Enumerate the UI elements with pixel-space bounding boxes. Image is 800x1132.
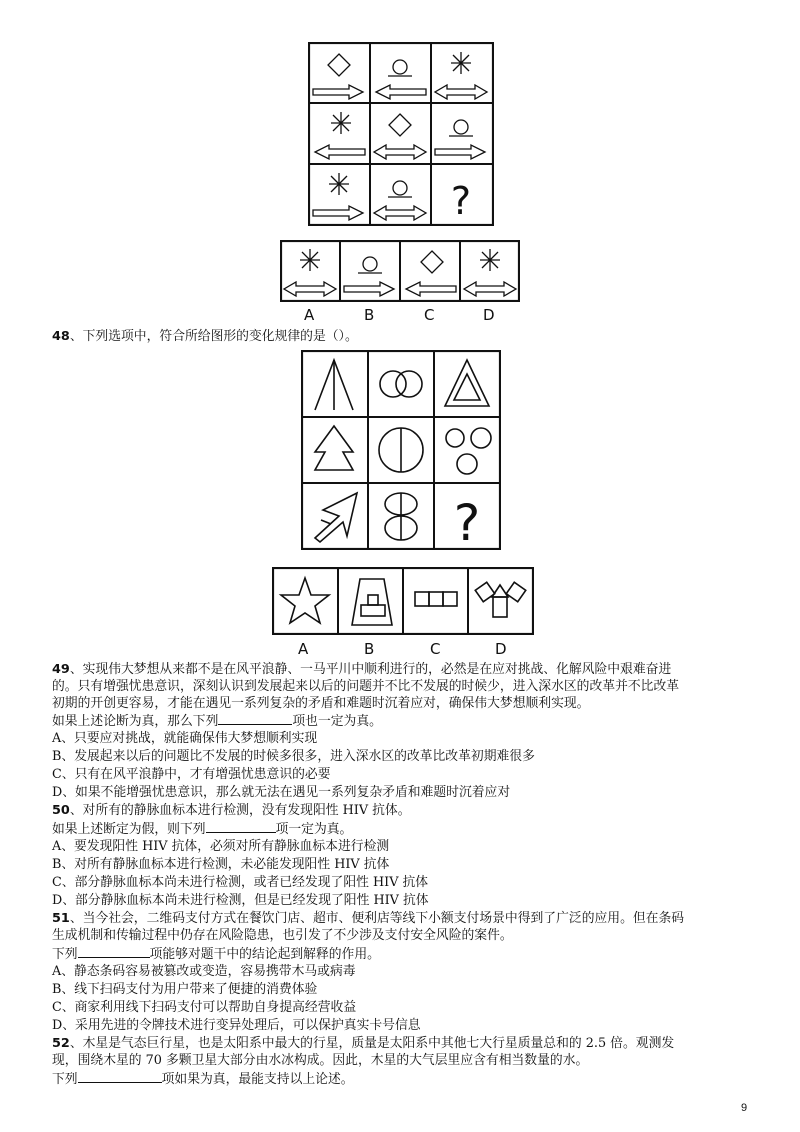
question-51-line2: 生成机制和传输过程中仍存在风险隐患，也引发了不少涉及支付安全风险的案件。 [52, 928, 513, 943]
question-51-option-d: D、采用先进的令牌技术进行变异处理后，可以保护真实卡号信息 [52, 1018, 421, 1033]
question-50-prompt [52, 820, 352, 838]
svg-text:?: ? [453, 494, 481, 550]
question-52-prompt [52, 1070, 354, 1088]
question-49-number: 49 [52, 662, 70, 677]
question-52-text1: 、木星是气态巨行星，也是太阳系中最大的行星，质量是太阳系中其他七大行星质量总和的 2.5 倍。观测发 [69, 1036, 675, 1051]
question-51-number: 51 [52, 911, 70, 926]
question-52-line1 [52, 1035, 674, 1052]
question-48-text: 、下列选项中，符合所给图形的变化规律的是（）。 [69, 329, 358, 344]
question-51-option-b: B、线下扫码支付为用户带来了便捷的消费体验 [52, 982, 318, 997]
question-51-prompt [52, 945, 380, 963]
figure2-option-a: A [298, 640, 309, 658]
figure1-grid [308, 42, 494, 226]
question-50-option-b: B、对所有静脉血标本进行检测，未必能发现阳性 HIV 抗体 [52, 857, 390, 872]
figure1-option-c: C [424, 306, 435, 324]
svg-text:?: ? [450, 179, 472, 223]
figure1-options [280, 240, 520, 302]
page-number: 9 [741, 1102, 748, 1114]
question-50-prompt-post: 项一定为真。 [275, 822, 353, 837]
question-49-prompt [52, 712, 382, 730]
answer-blank [78, 945, 150, 958]
question-50-option-a: A、要发现阳性 HIV 抗体，必须对所有静脉血标本进行检测 [52, 839, 390, 854]
question-51-prompt-post: 项能够对题干中的结论起到解释的作用。 [149, 947, 380, 962]
question-50-text1: 、对所有的静脉血标本进行检测，没有发现阳性 HIV 抗体。 [69, 803, 411, 818]
question-49-option-c: C、只有在风平浪静中，才有增强忧患意识的必要 [52, 767, 331, 782]
question-52-line2: 现，围绕木星的 70 多颗卫星大部分由水冰构成。因此，木星的大气层里应含有相当数量的水。 [52, 1053, 589, 1068]
question-49-line1 [52, 661, 671, 678]
answer-blank [218, 712, 292, 725]
question-51-option-a: A、静态条码容易被篡改或变造，容易携带木马或病毒 [52, 964, 356, 979]
question-50-line1 [52, 802, 411, 819]
question-49-line2: 的。只有增强忧患意识，深刻认识到发展起来以后的问题并不比不发展的时候少，进入深水区的改革并不比改革 [52, 679, 680, 694]
figure1-option-a: A [304, 306, 315, 324]
figure2-option-c: C [430, 640, 441, 658]
question-49-option-a: A、只要应对挑战，就能确保伟大梦想顺利实现 [52, 731, 318, 746]
question-52-prompt-post: 项如果为真，最能支持以上论述。 [161, 1072, 354, 1087]
question-49-prompt-post: 项也一定为真。 [292, 714, 382, 729]
question-49-prompt-pre: 如果上述论断为真，那么下列 [52, 714, 219, 729]
question-51-line1 [52, 910, 684, 927]
figure1-option-b: B [364, 306, 375, 324]
question-48-number: 48 [52, 329, 70, 344]
answer-blank [206, 820, 276, 833]
question-50-number: 50 [52, 803, 70, 818]
question-49-text1: 、实现伟大梦想从来都不是在风平浪静、一马平川中顺利进行的，必然是在应对挑战、化解风险中艰难奋进 [69, 662, 672, 677]
question-49-option-d: D、如果不能增强忧患意识，那么就无法在遇见一系列复杂矛盾和难题时沉着应对 [52, 785, 511, 800]
figure2-option-d: D [495, 640, 507, 658]
figure2-option-b: B [364, 640, 375, 658]
figure2-grid [301, 350, 501, 550]
question-49-line3: 初期的开创更容易，才能在遇见一系列复杂的矛盾和难题时沉着应对，确保伟大梦想顺利实现。 [52, 696, 590, 711]
question-48 [52, 328, 358, 345]
question-51-option-c: C、商家利用线下扫码支付可以帮助自身提高经营收益 [52, 1000, 357, 1015]
answer-blank [78, 1070, 162, 1083]
figure2-options [272, 567, 534, 635]
question-50-option-c: C、部分静脉血标本尚未进行检测，或者已经发现了阳性 HIV 抗体 [52, 875, 429, 890]
question-50-option-d: D、部分静脉血标本尚未进行检测，但是已经发现了阳性 HIV 抗体 [52, 893, 429, 908]
question-51-text1: 、当今社会，二维码支付方式在餐饮门店、超市、便利店等线下小额支付场景中得到了广泛的应用。但在条码 [69, 911, 685, 926]
question-50-prompt-pre: 如果上述断定为假，则下列 [52, 822, 206, 837]
question-49-option-b: B、发展起来以后的问题比不发展的时候多很多，进入深水区的改革比改革初期难很多 [52, 749, 535, 764]
question-52-number: 52 [52, 1036, 70, 1051]
figure1-option-d: D [483, 306, 495, 324]
question-51-prompt-pre: 下列 [52, 947, 78, 962]
question-52-prompt-pre: 下列 [52, 1072, 78, 1087]
